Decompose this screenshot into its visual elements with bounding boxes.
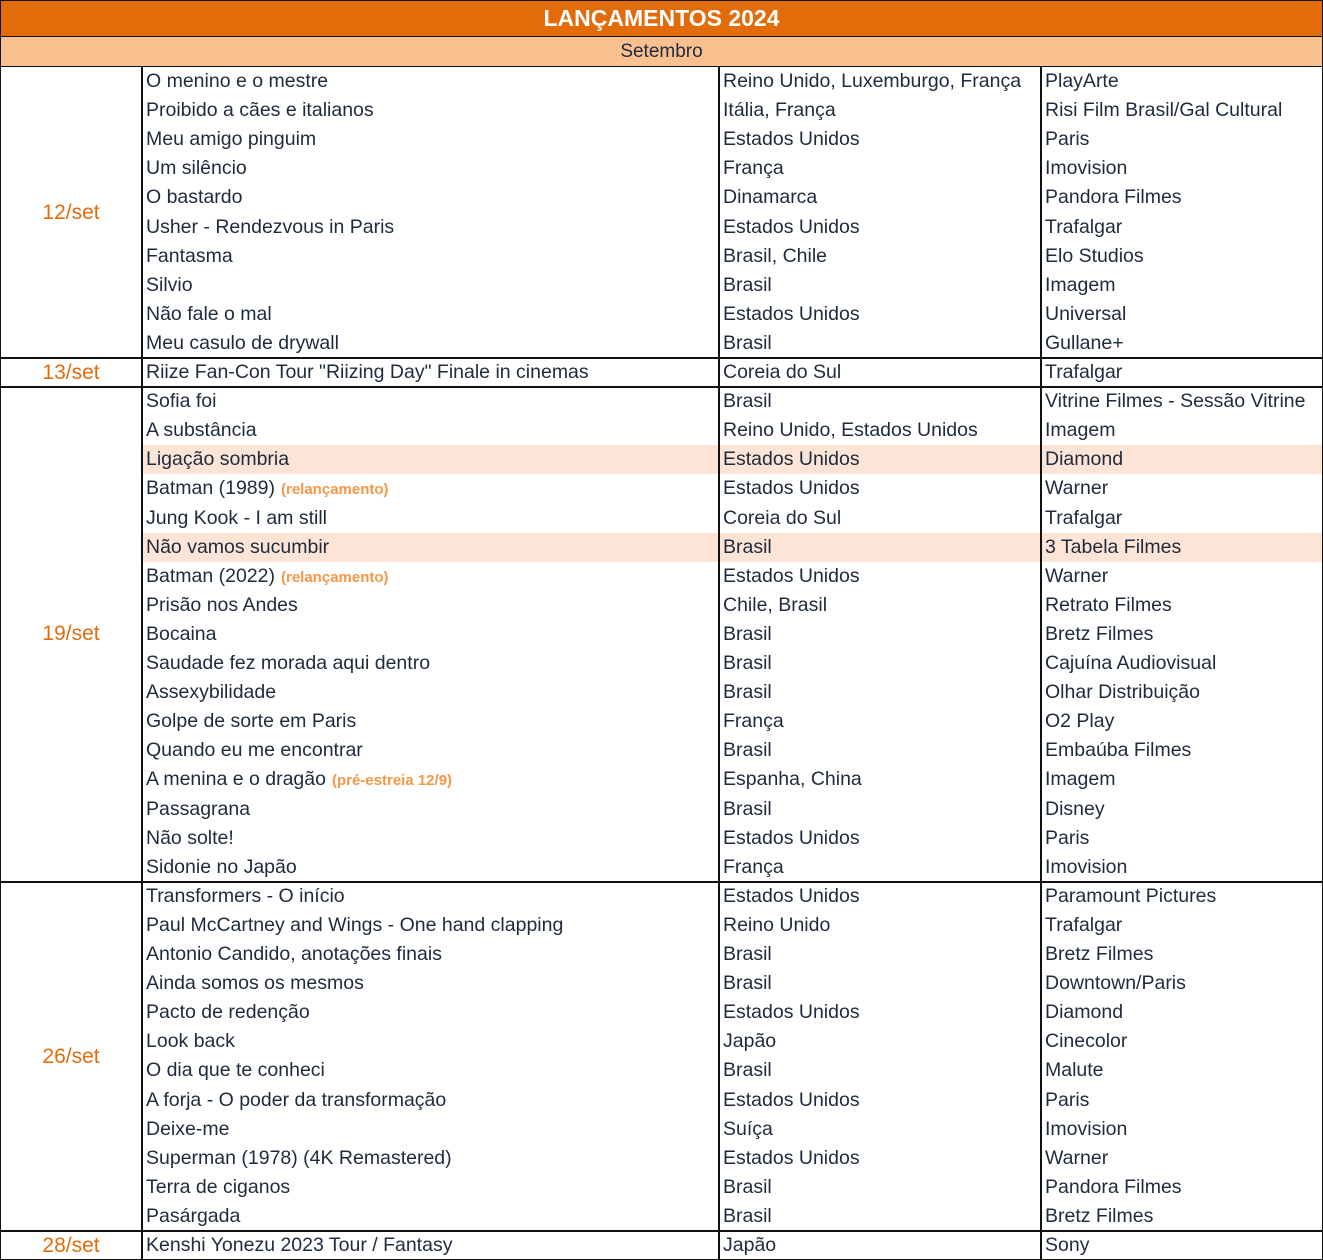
film-title: Passagrana — [146, 797, 251, 820]
distributor-cell: Imovision — [1045, 855, 1128, 878]
country-cell: Brasil, Chile — [723, 244, 828, 267]
country-cell: Coreia do Sul — [723, 361, 842, 383]
country-cell: Brasil — [723, 622, 772, 645]
distributor-cell: Cinecolor — [1045, 1030, 1128, 1053]
country-cell: Coreia do Sul — [723, 506, 842, 529]
film-title: Ligação sombria — [146, 448, 290, 471]
film-title: Golpe de sorte em Paris — [146, 710, 357, 733]
film-title: Silvio — [146, 273, 193, 296]
distributor-cell: Bretz Filmes — [1045, 1204, 1154, 1227]
film-title: Antonio Candido, anotações finais — [146, 943, 442, 965]
country-cell: Brasil — [723, 535, 772, 558]
country-cell: Estados Unidos — [723, 564, 860, 587]
film-title: A menina e o dragão — [146, 768, 326, 791]
distributor-cell: Olhar Distribuição — [1045, 681, 1200, 704]
country-cell: Brasil — [723, 1175, 772, 1198]
distributor-cell: Pandora Filmes — [1045, 1175, 1182, 1198]
release-note: (relançamento) — [281, 568, 389, 586]
country-cell: Estados Unidos — [723, 448, 860, 471]
film-title: Sofia foi — [146, 390, 217, 413]
release-note: (relançamento) — [281, 481, 389, 499]
distributor-cell: Embaúba Filmes — [1045, 739, 1192, 762]
country-cell: Brasil — [723, 390, 772, 413]
country-cell: França — [723, 855, 784, 878]
distributor-cell: Diamond — [1045, 1001, 1124, 1024]
country-cell: Estados Unidos — [723, 128, 860, 151]
film-title: O menino e o mestre — [146, 70, 329, 92]
distributor-cell: Malute — [1045, 1059, 1104, 1082]
country-cell: Brasil — [723, 681, 772, 704]
country-cell: Brasil — [723, 1059, 772, 1082]
distributor-cell: Paris — [1045, 826, 1090, 849]
film-title: Meu amigo pinguim — [146, 128, 317, 151]
date-label: 19/set — [42, 622, 100, 646]
film-title: Jung Kook - I am still — [146, 506, 327, 529]
film-title: Não vamos sucumbir — [146, 535, 330, 558]
country-cell: Brasil — [723, 652, 772, 674]
distributor-cell: Warner — [1045, 1146, 1109, 1169]
film-title: Batman (2022) — [146, 564, 275, 587]
country-cell: Brasil — [723, 943, 772, 965]
film-title: Fantasma — [146, 244, 233, 267]
film-title: A forja - O poder da transformação — [146, 1088, 447, 1111]
country-cell: Estados Unidos — [723, 1088, 860, 1111]
distributor-cell: Diamond — [1045, 448, 1124, 471]
distributor-cell: Imagem — [1045, 419, 1116, 442]
country-cell: Estados Unidos — [723, 302, 860, 325]
distributor-cell: Risi Film Brasil/Gal Cultural — [1045, 99, 1283, 122]
country-cell: Brasil — [723, 331, 772, 354]
film-title: Saudade fez morada aqui dentro — [146, 652, 431, 674]
country-cell: Estados Unidos — [723, 1001, 860, 1024]
date-label: 26/set — [42, 1044, 100, 1068]
distributor-cell: Cajuína Audiovisual — [1045, 652, 1217, 674]
country-cell: Reino Unido — [723, 913, 831, 936]
distributor-cell: Downtown/Paris — [1045, 972, 1186, 995]
distributor-cell: Bretz Filmes — [1045, 943, 1154, 965]
film-title: A substância — [146, 419, 257, 442]
date-label: 13/set — [42, 361, 100, 384]
film-title: Proibido a cães e italianos — [146, 99, 374, 122]
distributor-cell: Universal — [1045, 302, 1127, 325]
film-title: Usher - Rendezvous in Paris — [146, 215, 395, 238]
country-cell: Estados Unidos — [723, 215, 860, 238]
distributor-cell: Imovision — [1045, 157, 1128, 180]
distributor-cell: Warner — [1045, 564, 1109, 587]
film-title: Riize Fan-Con Tour "Riizing Day" Finale in cinemas — [146, 361, 589, 383]
distributor-cell: Sony — [1045, 1234, 1090, 1256]
country-cell: Suíça — [723, 1117, 773, 1140]
country-cell: Estados Unidos — [723, 477, 860, 500]
film-title: Ainda somos os mesmos — [146, 972, 364, 995]
country-cell: Reino Unido, Estados Unidos — [723, 419, 978, 442]
distributor-cell: Bretz Filmes — [1045, 622, 1154, 645]
film-title: Não fale o mal — [146, 302, 272, 325]
country-cell: Chile, Brasil — [723, 593, 828, 616]
country-cell: Dinamarca — [723, 186, 818, 209]
film-title: Quando eu me encontrar — [146, 739, 363, 762]
film-title: Superman (1978) (4K Remastered) — [146, 1146, 452, 1169]
film-title: Assexybilidade — [146, 681, 277, 704]
sheet-title: LANÇAMENTOS 2024 — [1, 1, 1322, 37]
film-title: O bastardo — [146, 186, 243, 209]
distributor-cell: Vitrine Filmes - Sessão Vitrine — [1045, 390, 1306, 413]
distributor-cell: Warner — [1045, 477, 1109, 500]
distributor-cell: Retrato Filmes — [1045, 593, 1172, 616]
month-header: Setembro — [1, 37, 1322, 67]
film-title: Look back — [146, 1030, 235, 1053]
distributor-cell: Imagem — [1045, 273, 1116, 296]
film-title: Prisão nos Andes — [146, 593, 298, 616]
country-cell: Estados Unidos — [723, 1146, 860, 1169]
distributor-cell: Trafalgar — [1045, 913, 1123, 936]
release-note: (pré-estreia 12/9) — [331, 772, 453, 790]
date-label: 12/set — [42, 201, 100, 224]
distributor-cell: Disney — [1045, 797, 1105, 820]
date-label: 28/set — [42, 1234, 100, 1257]
distributor-cell: PlayArte — [1045, 70, 1119, 92]
film-title: Pasárgada — [146, 1204, 241, 1227]
film-title: Deixe-me — [146, 1117, 230, 1140]
distributor-cell: Imovision — [1045, 1117, 1128, 1140]
distributor-cell: Paris — [1045, 1088, 1090, 1111]
film-title: Um silêncio — [146, 157, 247, 180]
country-cell: Brasil — [723, 797, 772, 820]
country-cell: Japão — [723, 1234, 777, 1256]
distributor-cell: Pandora Filmes — [1045, 186, 1182, 209]
distributor-cell: Trafalgar — [1045, 361, 1123, 383]
distributor-cell: Elo Studios — [1045, 244, 1144, 267]
film-title: Não solte! — [146, 826, 234, 849]
film-title: Terra de ciganos — [146, 1175, 291, 1198]
country-cell: Japão — [723, 1030, 777, 1053]
country-cell: Espanha, China — [723, 768, 862, 791]
film-title: Sidonie no Japão — [146, 855, 297, 878]
country-cell: Estados Unidos — [723, 884, 860, 907]
country-cell: Brasil — [723, 972, 772, 995]
distributor-cell: Paris — [1045, 128, 1090, 151]
country-cell: Brasil — [723, 273, 772, 296]
country-cell: Brasil — [723, 739, 772, 762]
country-cell: Estados Unidos — [723, 826, 860, 849]
film-title: Kenshi Yonezu 2023 Tour / Fantasy — [146, 1234, 453, 1256]
country-cell: Brasil — [723, 1204, 772, 1227]
film-title: Transformers - O início — [146, 884, 345, 907]
distributor-cell: Trafalgar — [1045, 215, 1123, 238]
country-cell: Reino Unido, Luxemburgo, França — [723, 70, 1022, 92]
distributor-cell: Imagem — [1045, 768, 1116, 791]
distributor-cell: Trafalgar — [1045, 506, 1123, 529]
film-title: Bocaina — [146, 622, 217, 645]
film-title: O dia que te conheci — [146, 1059, 325, 1082]
distributor-cell: 3 Tabela Filmes — [1045, 535, 1182, 558]
country-cell: França — [723, 710, 784, 733]
film-title: Pacto de redenção — [146, 1001, 310, 1024]
film-title: Meu casulo de drywall — [146, 331, 339, 354]
country-cell: Itália, França — [723, 99, 836, 122]
country-cell: França — [723, 157, 784, 180]
distributor-cell: Gullane+ — [1045, 331, 1124, 354]
distributor-cell: O2 Play — [1045, 710, 1115, 733]
distributor-cell: Paramount Pictures — [1045, 884, 1217, 907]
film-title: Batman (1989) — [146, 477, 275, 500]
film-title: Paul McCartney and Wings - One hand clapping — [146, 913, 564, 936]
